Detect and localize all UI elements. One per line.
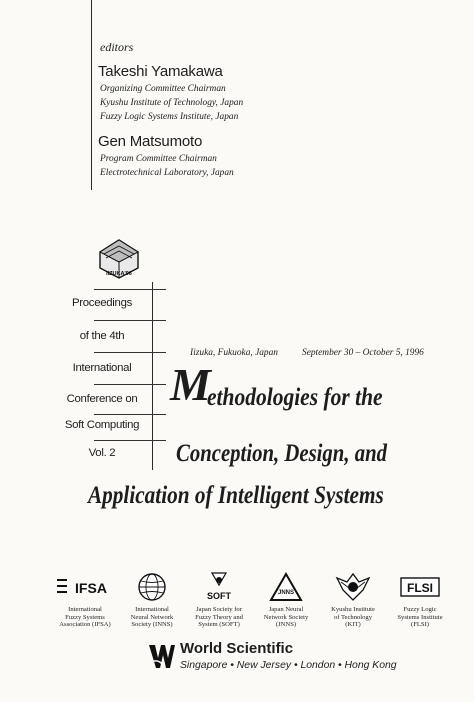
org-kit [316,572,390,629]
svg-text:JNNS: JNNS [277,590,295,596]
org-name-line: Systems Institute [397,613,443,621]
proceedings-divider [94,384,166,385]
org-name-line: International [135,606,169,613]
kit-emblem-icon [316,572,390,602]
org-flsi [383,572,457,629]
proceedings-divider [94,440,166,441]
org-soft [182,572,256,629]
flsi-logo-icon [383,572,457,602]
svg-text:IIZUKA'96: IIZUKA'96 [106,271,132,277]
org-name-line: Association (IFSA) [59,621,111,629]
proceedings-line-3: International [72,362,132,374]
proceedings-line-2: of the 4th [79,330,125,342]
globe-icon [115,572,189,602]
soft-logo-icon [182,572,256,602]
ifsa-logo-icon [48,572,122,602]
proceedings-volume: Vol. 2 [88,447,116,459]
editor-1-affiliation-1: Kyushu Institute of Technology, Japan [100,98,244,108]
title-initial-letter: M [170,359,211,410]
org-name-line: Kyushu Institute [331,606,375,613]
org-ifsa [48,572,122,629]
publisher-cities: Singapore • New Jersey • London • Hong Kong [180,660,397,671]
title-line-3: Application of Intelligent Systems [88,482,384,509]
title-line-2: Conception, Design, and [176,440,387,467]
editor-1-role: Organizing Committee Chairman [100,84,226,94]
org-name-line: (JNNS) [275,621,297,629]
proceedings-divider [94,414,166,415]
svg-text:FLSI: FLSI [407,581,433,595]
conference-dates: September 30 – October 5, 1996 [302,348,424,358]
proceedings-divider [94,320,166,321]
editor-1-affiliation-2: Fuzzy Logic Systems Institute, Japan [100,112,239,122]
proceedings-line-5: Soft Computing [64,419,140,431]
iizuka-96-logo-icon [96,238,142,282]
proceedings-line-4: Conference on [66,393,138,405]
org-name-line: (KIT) [345,621,361,629]
title-line-1: ethodologies for the [207,384,383,411]
org-inns [115,572,189,629]
conference-location: Iizuka, Fukuoka, Japan [190,348,278,358]
svg-text:SOFT: SOFT [207,591,231,601]
proceedings-divider [94,289,166,290]
svg-text:IFSA: IFSA [75,580,107,596]
editor-2-affiliation: Electrotechnical Laboratory, Japan [100,168,234,178]
org-name-line: Japan Society for [196,606,242,613]
top-vertical-rule [91,0,92,190]
publisher-block [148,640,397,680]
org-name-line: (FLSI) [411,621,429,629]
side-vertical-rule [152,282,153,470]
org-name-line: Fuzzy Theory and [195,613,243,621]
publisher-name: World Scientific [180,640,294,657]
org-name-line: of Technology [333,613,373,621]
org-name-line: Japan Neural [268,606,304,613]
world-scientific-logo-icon [148,642,176,670]
org-name-line: Fuzzy Logic [403,606,437,613]
editor-2-role: Program Committee Chairman [100,154,217,164]
org-jnns [249,572,323,629]
org-name-line: International [68,606,102,613]
org-name-line: Network Society [263,613,309,621]
editor-name-2: Gen Matsumoto [98,133,203,150]
jnns-logo-icon [249,572,323,602]
org-name-line: System (SOFT) [198,621,240,629]
org-name-line: Fuzzy Systems [65,613,105,621]
editor-name-1: Takeshi Yamakawa [98,63,223,80]
proceedings-line-1: Proceedings [71,297,133,309]
org-name-line: Neural Network [130,613,174,621]
org-name-line: Society (INNS) [131,621,173,629]
proceedings-divider [94,352,166,353]
editors-label: editors [100,40,134,54]
